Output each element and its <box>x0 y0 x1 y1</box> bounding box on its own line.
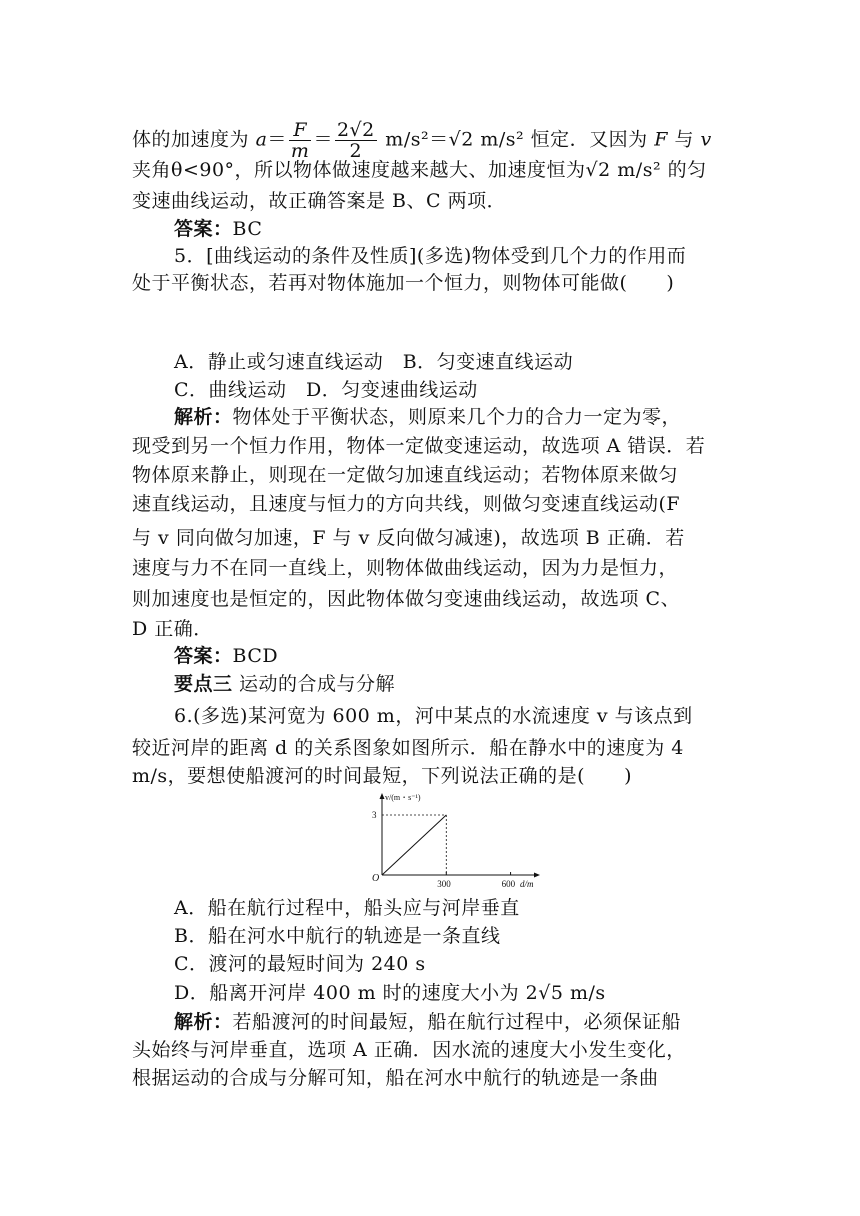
y-axis-label: v/(m・s⁻¹) <box>385 793 421 802</box>
section-label: 要点三 <box>174 673 233 695</box>
analysis-label: 解析： <box>174 406 233 428</box>
text: m/s²＝√2 m/s² 恒定．又因为 <box>385 128 648 151</box>
question-5-line-2: 处于平衡状态，若再对物体施加一个恒力，则物体可能做( ) <box>132 272 675 294</box>
text-line-2: 夹角θ<90°，所以物体做速度越来越大、加速度恒为√2 m/s² 的匀 <box>132 159 707 181</box>
text: 体的加速度为 <box>132 128 250 151</box>
text-line-1 <box>132 120 712 161</box>
var-v: v <box>700 128 712 151</box>
fraction-F-over-m <box>289 120 312 161</box>
equals: ＝ <box>313 128 333 151</box>
analysis-line-8: D 正确． <box>132 618 213 640</box>
numerator: 2√2 <box>336 119 375 141</box>
denominator: 2 <box>349 140 363 162</box>
question-6-line-1: 6.(多选)某河宽为 600 m，河中某点的水流速度 v 与该点到 <box>174 705 693 727</box>
option-line-1: A．静止或匀速直线运动 B．匀变速直线运动 <box>174 351 574 373</box>
option-line-6: D．船离开河岸 400 m 时的速度大小为 2√5 m/s <box>174 982 606 1004</box>
text: 物体处于平衡状态，则原来几个力的合力一定为零， <box>232 406 682 428</box>
numerator: F <box>289 120 312 141</box>
answer-line-1 <box>174 218 262 240</box>
analysis-line-7: 则加速度也是恒定的，因此物体做匀变速曲线运动，故选项 C、 <box>132 588 681 610</box>
x-tick-label-300: 300 <box>437 879 451 889</box>
section-heading <box>174 673 395 695</box>
velocity-distance-graph <box>360 790 540 890</box>
analysis-line-3: 物体原来静止，则现在一定做匀加速直线运动；若物体原来做匀 <box>132 464 679 486</box>
x-tick-label-600: 600 <box>501 879 516 889</box>
analysis2-line-3: 根据运动的合成与分解可知，船在河水中航行的轨迹是一条曲 <box>132 1067 659 1089</box>
analysis-line-2: 现受到另一个恒力作用，物体一定做变速运动，故选项 A 错误．若 <box>132 435 706 457</box>
analysis-line-5: 与 v 同向做匀加速，F 与 v 反向做匀减速)，故选项 B 正确．若 <box>132 527 685 549</box>
question-6-line-3: m/s，要想使船渡河的时间最短，下列说法正确的是( ) <box>132 765 632 787</box>
y-tick-label-3: 3 <box>372 810 377 820</box>
question-5-line-1: 5．[曲线运动的条件及性质](多选)物体受到几个力的作用而 <box>174 245 687 267</box>
option-line-3: A．船在航行过程中，船头应与河岸垂直 <box>174 897 520 919</box>
x-axis-arrow <box>534 873 540 878</box>
analysis2-line-1 <box>174 1011 681 1033</box>
analysis-label: 解析： <box>174 1011 233 1033</box>
y-axis-arrow <box>380 793 385 799</box>
answer-line-2 <box>174 645 278 667</box>
var-a: a <box>255 128 268 151</box>
analysis-line-1 <box>174 406 681 428</box>
answer-value: BC <box>232 218 263 240</box>
text: 与 <box>674 128 694 151</box>
var-F: F <box>654 128 668 151</box>
denominator: m <box>290 140 310 162</box>
option-line-5: C．渡河的最短时间为 240 s <box>174 953 426 975</box>
answer-label: 答案： <box>174 218 233 240</box>
analysis-line-6: 速度与力不在同一直线上，则物体做曲线运动，因为力是恒力， <box>132 557 679 579</box>
x-axis-label: d/m <box>520 879 534 889</box>
section-title: 运动的合成与分解 <box>232 673 396 695</box>
text-line-3: 变速曲线运动，故正确答案是 B、C 两项． <box>132 190 507 212</box>
option-line-4: B．船在河水中航行的轨迹是一条直线 <box>174 925 501 947</box>
series-line <box>382 815 446 875</box>
answer-value: BCD <box>232 645 279 667</box>
equals: ＝ <box>267 128 287 151</box>
answer-label: 答案： <box>174 645 233 667</box>
analysis2-line-2: 头始终与河岸垂直，选项 A 正确．因水流的速度大小发生变化， <box>132 1039 686 1061</box>
origin-label: O <box>372 873 380 884</box>
option-line-2: C．曲线运动 D．匀变速曲线运动 <box>174 379 478 401</box>
question-6-line-2: 较近河岸的距离 d 的关系图象如图所示．船在静水中的速度为 4 <box>132 737 684 759</box>
text: 若船渡河的时间最短，船在航行过程中，必须保证船 <box>232 1011 682 1033</box>
fraction-2root2-over-2 <box>335 120 377 161</box>
analysis-line-4: 速直线运动，且速度与恒力的方向共线，则做匀变速直线运动(F <box>132 493 681 515</box>
